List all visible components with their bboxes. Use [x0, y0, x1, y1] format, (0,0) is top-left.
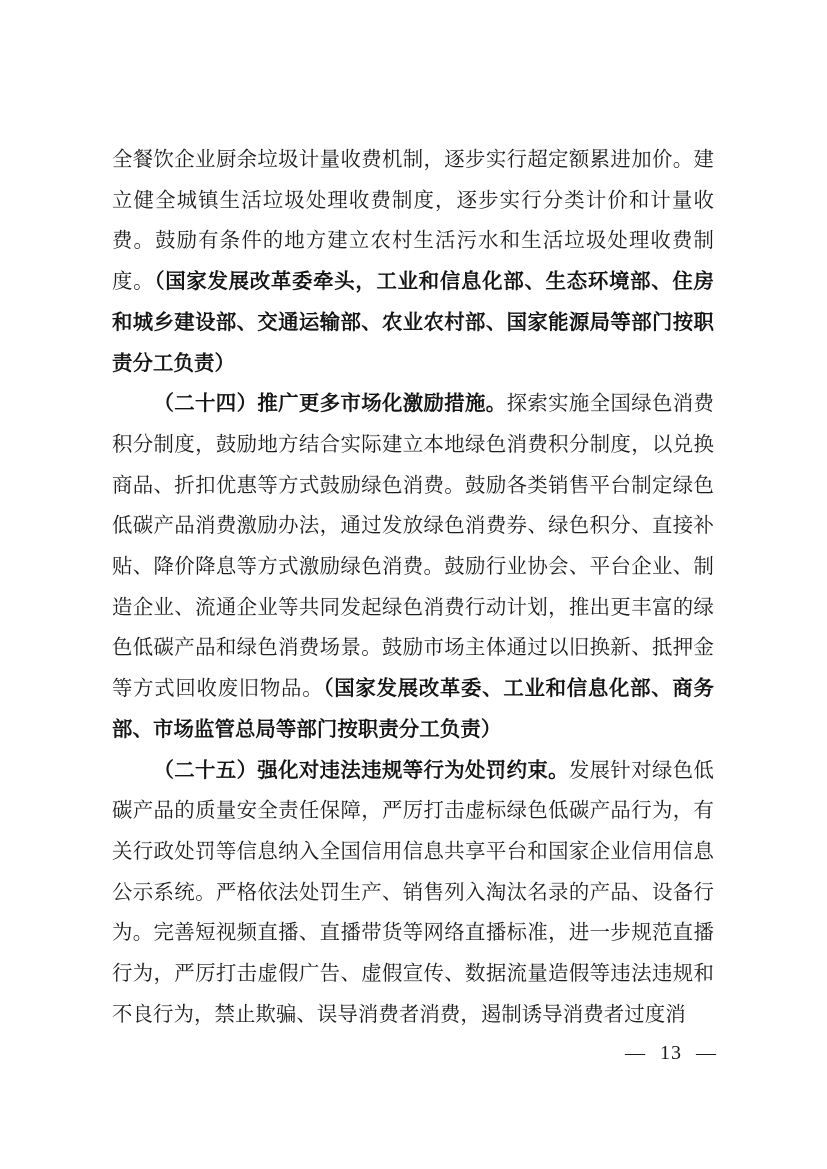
responsibility-attribution: （国家发展改革委、工业和信息化部、商务部、市场监管总局等部门按职责分工负责）: [112, 678, 714, 741]
document-body: [112, 140, 714, 1035]
paragraph-body-text: 发展针对绿色低碳产品的质量安全责任保障，严厉打击虚标绿色低碳产品行为，有关行政处罚等信息纳入全国信用信息共享平台和国家企业信用信息公示系统。严格依法处罚生产、销售列入淘汰名录的产品、设备行为。完善短视频直播、直播带货等网络直播标准，进一步规范直播行为，严厉打击虚假广告、虚假宣传、数据流量造假等违法违规和不良行为，禁止欺骗、误导消费者消费，遏制诱导消费者过度消: [112, 759, 714, 1026]
paragraph-body-text: 全餐饮企业厨余垃圾计量收费机制，逐步实行超定额累进加价。建立健全城镇生活垃圾处理收费制度，逐步实行分类计价和计量收费。鼓励有条件的地方建立农村生活污水和生活垃圾处理收费制度。: [112, 149, 714, 294]
responsibility-attribution: （国家发展改革委牵头，工业和信息化部、生态环境部、住房和城乡建设部、交通运输部、农业农村部、国家能源局等部门按职责分工负责）: [112, 271, 714, 375]
paragraph-section-24: [112, 384, 714, 750]
paragraph-section-25: [112, 751, 714, 1036]
page-number: — 13 —: [625, 1042, 717, 1064]
paragraph-continuation: [112, 140, 714, 384]
paragraph-body-text: 探索实施全国绿色消费积分制度，鼓励地方结合实际建立本地绿色消费积分制度，以兑换商品、折扣优惠等方式鼓励绿色消费。鼓励各类销售平台制定绿色低碳产品消费激励办法，通过发放绿色消费券、绿色积分、直接补贴、降价降息等方式激励绿色消费。鼓励行业协会、平台企业、制造企业、流通企业等共同发起绿色消费行动计划，推出更丰富的绿色低碳产品和绿色消费场景。鼓励市场主体通过以旧换新、抵押金等方式回收废旧物品。: [112, 393, 715, 701]
section-25-heading: （二十五）强化对违法违规等行为处罚约束。: [153, 759, 569, 782]
section-24-heading: （二十四）推广更多市场化激励措施。: [153, 393, 507, 416]
